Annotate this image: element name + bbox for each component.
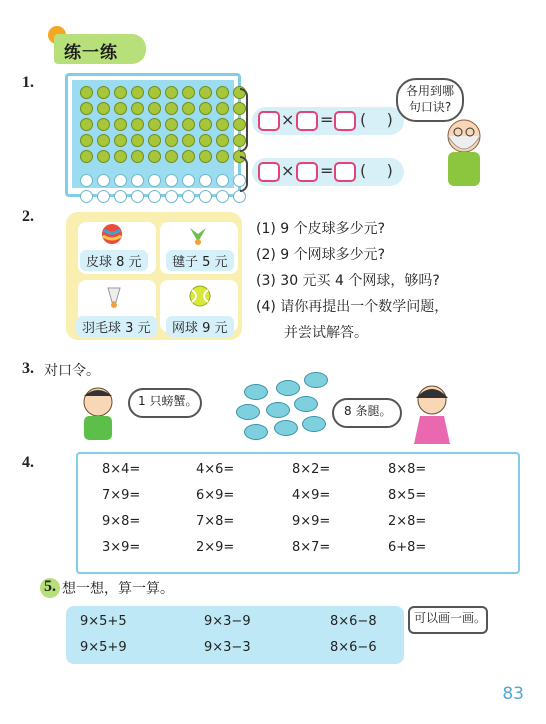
calc-problem: 8×6−8: [330, 614, 377, 629]
green-face-dot: [182, 150, 195, 163]
crab-icon: [302, 416, 326, 432]
white-face-dot: [148, 174, 161, 187]
green-face-dot: [182, 102, 195, 115]
section-2-number: 2.: [22, 208, 34, 225]
question-4: (4) 请你再提出一个数学问题，: [256, 299, 449, 315]
white-dot-row: [80, 174, 246, 187]
brace-bottom: [240, 156, 248, 192]
green-face-dot: [216, 134, 229, 147]
question-3: (3) 30 元买 4 个网球，够吗?: [256, 273, 440, 289]
white-face-dot: [182, 174, 195, 187]
calc-problem: 8×8=: [388, 462, 427, 477]
question-1: (1) 9 个皮球多少元?: [256, 221, 386, 237]
calc-problem: 9×9=: [292, 514, 331, 529]
boy-illustration: [70, 384, 126, 448]
green-dot-row: [80, 102, 246, 115]
price-label: 网球 9 元: [166, 316, 234, 337]
green-dot-row: [80, 134, 246, 147]
times-sign: ×: [281, 110, 295, 129]
calc-problem: 9×5+9: [80, 640, 127, 655]
white-face-dot: [97, 190, 110, 203]
section-1-number: 1.: [22, 74, 34, 91]
blank-product[interactable]: [334, 162, 356, 182]
green-face-dot: [131, 134, 144, 147]
green-face-dot: [182, 118, 195, 131]
section-5-title: 想一想，算一算。: [62, 581, 174, 597]
calc-problem: 8×4=: [102, 462, 141, 477]
old-man-illustration: [424, 112, 504, 192]
hint-text: 可以画一画。: [414, 611, 487, 625]
calc-problem: 4×6=: [196, 462, 235, 477]
page-number: 83: [502, 684, 524, 704]
white-face-dot: [80, 174, 93, 187]
calc-problem: 3×9=: [102, 540, 141, 555]
green-face-dot: [114, 102, 127, 115]
green-face-dot: [199, 102, 212, 115]
green-face-dot: [165, 118, 178, 131]
green-face-dot: [131, 150, 144, 163]
green-face-dot: [80, 118, 93, 131]
green-face-dot: [131, 102, 144, 115]
price-label: 皮球 8 元: [80, 250, 148, 271]
blank-factor-2[interactable]: [296, 162, 318, 182]
bubble-text: 各用到哪句口诀?: [405, 84, 454, 114]
white-face-dot: [216, 190, 229, 203]
white-face-dot: [131, 190, 144, 203]
green-face-dot: [80, 150, 93, 163]
white-face-dot: [131, 174, 144, 187]
bubble-right-text: 8 条腿。: [344, 404, 392, 418]
green-face-dot: [165, 86, 178, 99]
green-dot-row: [80, 118, 246, 131]
crab-icon: [274, 420, 298, 436]
calc-problem: 4×9=: [292, 488, 331, 503]
green-face-dot: [199, 134, 212, 147]
green-face-dot: [114, 134, 127, 147]
page-title: 练一练: [64, 43, 118, 63]
crab-icon: [266, 402, 290, 418]
equals-sign: =: [320, 161, 334, 180]
ball-icon: [100, 222, 124, 246]
green-face-dot: [80, 102, 93, 115]
calc-problem: 8×6−6: [330, 640, 377, 655]
white-face-dot: [165, 174, 178, 187]
green-face-dot: [216, 118, 229, 131]
white-face-dot: [80, 190, 93, 203]
blank-factor-2[interactable]: [296, 111, 318, 131]
crab-icon: [304, 372, 328, 388]
blank-product[interactable]: [334, 111, 356, 131]
green-face-dot: [182, 86, 195, 99]
green-face-dot: [165, 150, 178, 163]
green-face-dot: [97, 86, 110, 99]
calc-problem: 7×8=: [196, 514, 235, 529]
green-face-dot: [148, 134, 161, 147]
white-face-dot: [97, 174, 110, 187]
green-dot-row: [80, 86, 246, 99]
green-face-dot: [97, 102, 110, 115]
white-dot-row: [80, 190, 246, 203]
green-face-dot: [199, 118, 212, 131]
green-face-dot: [114, 150, 127, 163]
shuttlecock-icon: [186, 222, 210, 246]
price-label: 毽子 5 元: [166, 250, 234, 271]
green-face-dot: [148, 102, 161, 115]
calc-problem: 8×2=: [292, 462, 331, 477]
bubble-left-text: 1 只螃蟹。: [138, 394, 198, 408]
white-face-dot: [165, 190, 178, 203]
rhyme-blank[interactable]: ( ): [360, 110, 393, 129]
green-face-dot: [80, 134, 93, 147]
white-face-dot: [216, 174, 229, 187]
question-4-cont: 并尝试解答。: [284, 325, 368, 341]
crab-icon: [244, 424, 268, 440]
green-face-dot: [97, 118, 110, 131]
green-face-dot: [148, 150, 161, 163]
white-face-dot: [199, 174, 212, 187]
crab-icon: [244, 384, 268, 400]
section-3-title: 对口令。: [44, 363, 100, 379]
green-face-dot: [148, 118, 161, 131]
green-face-dot: [114, 118, 127, 131]
tennis-ball-icon: [188, 284, 212, 308]
blank-factor-1[interactable]: [258, 162, 280, 182]
section-3-number: 3.: [22, 360, 34, 377]
green-face-dot: [199, 86, 212, 99]
calc-problem: 8×5=: [388, 488, 427, 503]
green-face-dot: [80, 86, 93, 99]
calc-problem: 8×7=: [292, 540, 331, 555]
price-label: 羽毛球 3 元: [76, 316, 157, 337]
green-face-dot: [165, 134, 178, 147]
girl-illustration: [404, 382, 460, 448]
crab-icon: [294, 396, 318, 412]
green-face-dot: [97, 134, 110, 147]
equals-sign: =: [320, 110, 334, 129]
calc-problem: 9×8=: [102, 514, 141, 529]
crab-icon: [236, 404, 260, 420]
calc-problem: 6+8=: [388, 540, 427, 555]
section-5-number: 5.: [44, 578, 56, 595]
badminton-icon: [104, 286, 124, 310]
brace-top: [240, 88, 248, 152]
green-face-dot: [182, 134, 195, 147]
question-2: (2) 9 个网球多少元?: [256, 247, 386, 263]
section-4-number: 4.: [22, 454, 34, 471]
white-face-dot: [114, 190, 127, 203]
rhyme-blank[interactable]: ( ): [360, 161, 393, 180]
calc-problem: 2×8=: [388, 514, 427, 529]
calc-problem: 9×5+5: [80, 614, 127, 629]
white-face-dot: [148, 190, 161, 203]
crab-icon: [276, 380, 300, 396]
calc-problem: 6×9=: [196, 488, 235, 503]
green-face-dot: [131, 118, 144, 131]
calc-problem: 9×3−9: [204, 614, 251, 629]
green-dot-row: [80, 150, 246, 163]
green-face-dot: [165, 102, 178, 115]
times-sign: ×: [281, 161, 295, 180]
green-face-dot: [148, 86, 161, 99]
white-face-dot: [114, 174, 127, 187]
green-face-dot: [216, 86, 229, 99]
green-face-dot: [216, 102, 229, 115]
green-face-dot: [216, 150, 229, 163]
calc-problem: 7×9=: [102, 488, 141, 503]
calc-problem: 2×9=: [196, 540, 235, 555]
white-face-dot: [199, 190, 212, 203]
calc-problem: 9×3−3: [204, 640, 251, 655]
green-face-dot: [131, 86, 144, 99]
blank-factor-1[interactable]: [258, 111, 280, 131]
green-face-dot: [97, 150, 110, 163]
green-face-dot: [199, 150, 212, 163]
green-face-dot: [114, 86, 127, 99]
white-face-dot: [182, 190, 195, 203]
